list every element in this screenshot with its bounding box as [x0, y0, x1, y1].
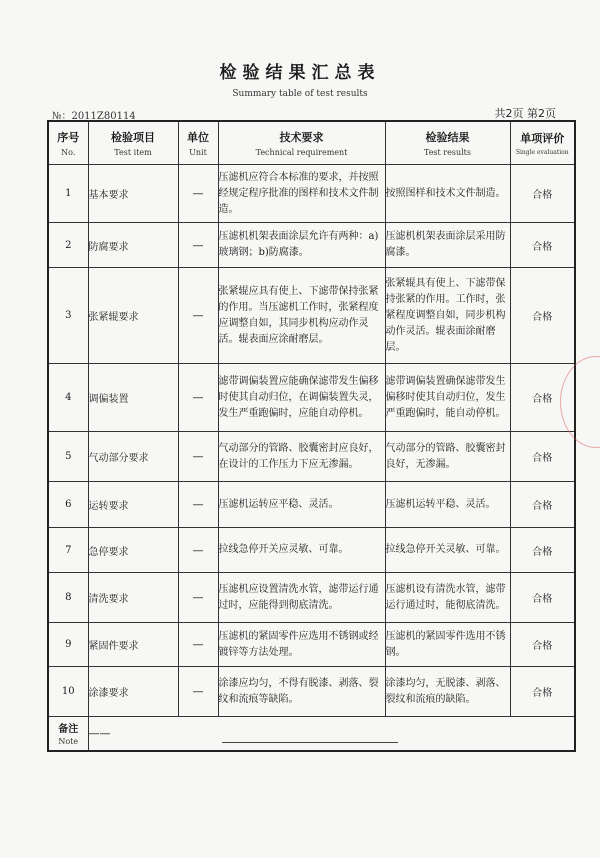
table-row	[48, 528, 575, 573]
row-result: 压滤机运转平稳、灵活。	[385, 482, 510, 528]
row-no: 4	[48, 364, 88, 432]
row-result: 按照图样和技术文件制造。	[385, 165, 510, 223]
header-unit: 单位 Unit	[178, 121, 218, 165]
row-unit: —	[178, 528, 218, 573]
row-no: 10	[48, 667, 88, 717]
row-evaluation: 合格	[510, 165, 575, 223]
row-unit: —	[178, 667, 218, 717]
row-requirement: 涂漆应均匀，不得有脱漆、剥落、裂纹和流痕等缺陷。	[218, 667, 385, 717]
row-evaluation: 合格	[510, 667, 575, 717]
table-row	[48, 623, 575, 667]
row-evaluation: 合格	[510, 364, 575, 432]
row-no: 7	[48, 528, 88, 573]
row-item: 气动部分要求	[88, 432, 178, 482]
row-item: 基本要求	[88, 165, 178, 223]
table-row	[48, 432, 575, 482]
row-unit: —	[178, 573, 218, 623]
page-number: 共2页 第2页	[494, 107, 556, 120]
row-item: 涂漆要求	[88, 667, 178, 717]
row-result: 压滤机机架表面涂层采用防腐漆。	[385, 223, 510, 268]
row-unit: —	[178, 623, 218, 667]
row-requirement: 压滤机应设置清洗水管，滤带运行通过时，应能得到彻底清洗。	[218, 573, 385, 623]
table-row	[48, 268, 575, 364]
note-row	[48, 717, 575, 751]
row-evaluation: 合格	[510, 268, 575, 364]
row-unit: —	[178, 364, 218, 432]
row-requirement: 压滤机运转应平稳、灵活。	[218, 482, 385, 528]
row-item: 防腐要求	[88, 223, 178, 268]
row-no: 2	[48, 223, 88, 268]
document-number: №：2011Z80114	[52, 111, 136, 122]
row-requirement: 滤带调偏装置应能确保滤带发生偏移时使其自动归位，在调偏装置失灵，发生严重跑偏时，应能自动停机。	[218, 364, 385, 432]
row-unit: —	[178, 482, 218, 528]
results-table	[47, 120, 576, 752]
page-title: 检验结果汇总表	[219, 63, 381, 83]
header-result: 检验结果 Test results	[385, 121, 510, 165]
row-no: 8	[48, 573, 88, 623]
table-row	[48, 223, 575, 268]
table-row	[48, 364, 575, 432]
row-no: 3	[48, 268, 88, 364]
header-no: 序号 No.	[48, 121, 88, 165]
row-result: 拉线急停开关灵敏、可靠。	[385, 528, 510, 573]
row-item: 调偏装置	[88, 364, 178, 432]
row-item: 张紧辊要求	[88, 268, 178, 364]
row-no: 9	[48, 623, 88, 667]
header-evaluation: 单项评价 Single evaluation	[510, 121, 575, 165]
row-unit: —	[178, 268, 218, 364]
page-subtitle: Summary table of test results	[232, 89, 368, 99]
row-item: 运转要求	[88, 482, 178, 528]
row-item: 紧固件要求	[88, 623, 178, 667]
note-value: ——	[88, 717, 575, 751]
row-unit: —	[178, 432, 218, 482]
row-evaluation: 合格	[510, 623, 575, 667]
row-no: 1	[48, 165, 88, 223]
row-no: 5	[48, 432, 88, 482]
row-result: 气动部分的管路、胶囊密封良好，无渗漏。	[385, 432, 510, 482]
row-evaluation: 合格	[510, 223, 575, 268]
header-item: 检验项目 Test item	[88, 121, 178, 165]
row-result: 涂漆均匀，无脱漆、剥落、裂纹和流痕的缺陷。	[385, 667, 510, 717]
table-row	[48, 573, 575, 623]
table-header-row	[48, 121, 575, 165]
row-result: 滤带调偏装置确保滤带发生偏移时使其自动归位，发生严重跑偏时，能自动停机。	[385, 364, 510, 432]
row-result: 张紧辊具有使上、下滤带保持张紧的作用。工作时，张紧程度调整自如，同步机构动作灵活。辊表面涂耐磨层。	[385, 268, 510, 364]
header-requirement: 技术要求 Technical requirement	[218, 121, 385, 165]
row-evaluation: 合格	[510, 482, 575, 528]
row-requirement: 压滤机的紧固零件应选用不锈钢或经镀锌等方法处理。	[218, 623, 385, 667]
table-row	[48, 667, 575, 717]
row-result: 压滤机设有清洗水管，滤带运行通过时，能彻底清洗。	[385, 573, 510, 623]
row-requirement: 气动部分的管路、胶囊密封应良好，在设计的工作压力下应无渗漏。	[218, 432, 385, 482]
row-unit: —	[178, 165, 218, 223]
row-no: 6	[48, 482, 88, 528]
row-item: 清洗要求	[88, 573, 178, 623]
row-evaluation: 合格	[510, 432, 575, 482]
row-requirement: 压滤机机架表面涂层允许有两种：a)玻璃钢；b)防腐漆。	[218, 223, 385, 268]
row-evaluation: 合格	[510, 528, 575, 573]
row-requirement: 拉线急停开关应灵敏、可靠。	[218, 528, 385, 573]
table-row	[48, 482, 575, 528]
table-row	[48, 165, 575, 223]
footer-divider	[222, 742, 398, 743]
row-evaluation: 合格	[510, 573, 575, 623]
note-label: 备注 Note	[48, 717, 88, 751]
row-result: 压滤机的紧固零件选用不锈钢。	[385, 623, 510, 667]
row-requirement: 压滤机应符合本标准的要求，并按照经规定程序批准的图样和技术文件制造。	[218, 165, 385, 223]
row-item: 急停要求	[88, 528, 178, 573]
row-unit: —	[178, 223, 218, 268]
row-requirement: 张紧辊应具有使上、下滤带保持张紧的作用。当压滤机工作时，张紧程度应调整自如，其同步机构应动作灵活。辊表面应涂耐磨层。	[218, 268, 385, 364]
